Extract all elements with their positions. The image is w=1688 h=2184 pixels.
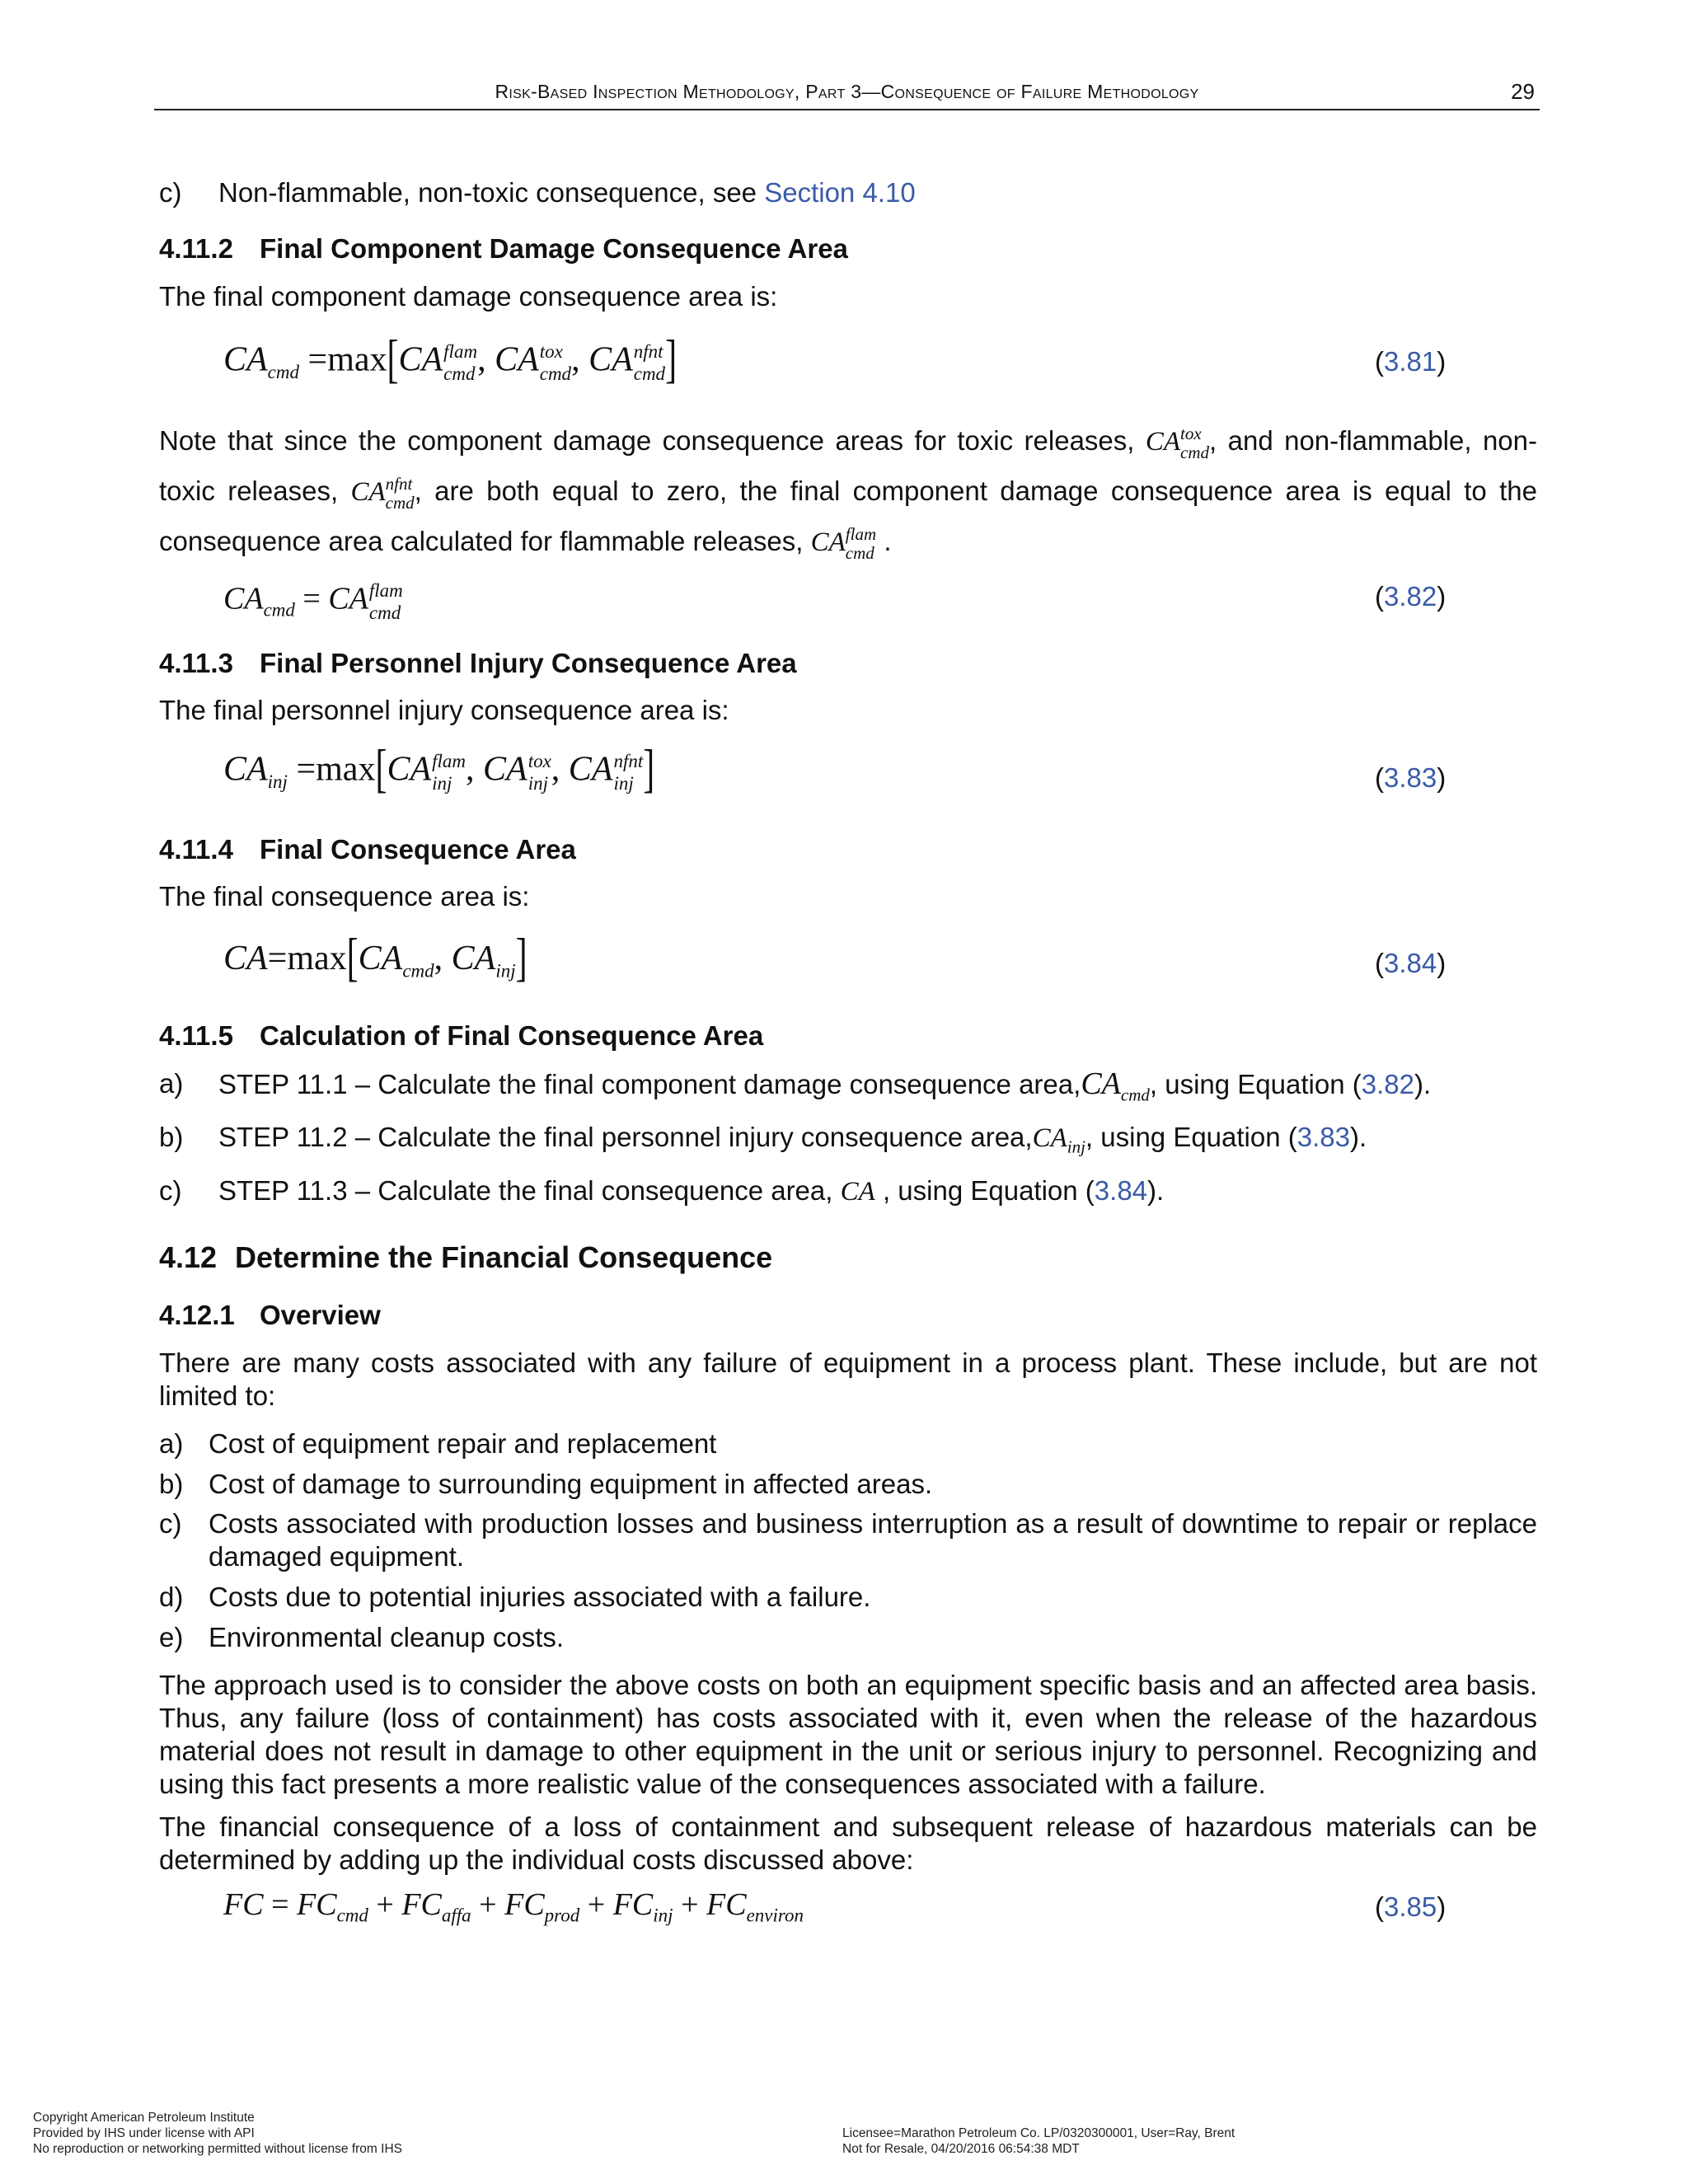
paragraph: The final personnel injury consequence area is: (159, 695, 729, 725)
footer-licensee: Licensee=Marathon Petroleum Co. LP/0320300001, User=Ray, Brent Not for Resale, 04/20/2016 06:54:38 MDT (842, 2126, 1236, 2156)
equation-number: (3.84) (1375, 948, 1447, 978)
section-heading: 4.11.5 Calculation of Final Consequence Area (159, 1020, 764, 1051)
header-title: Risk-Based Inspection Methodology, Part 3—Consequence of Failure Methodology (495, 81, 1199, 102)
inline-math: CA tox cmd (1145, 424, 1210, 463)
paragraph: The approach used is to consider the above costs on both an equipment specific basis and an affected area basis. Thus, any failure (loss of containment) has costs associated with it, even when the release of the hazardous material does not result in damage to other equipment in the unit or serious injury to personnel. Recognizing and using this fact presents a more realistic value of the consequences associated with a failure. (159, 1670, 1537, 1799)
equation-3-85: FC = $FC_{cmd} + FC_{affa} + FC_{prod} + FC_{inj} + FC_{environ}$ (223, 1887, 804, 1926)
equation-3-82: $CA_{cmd}$ = CA flam cmd (223, 580, 403, 623)
section-heading: 4.11.2 Final Component Damage Consequence Area (159, 233, 848, 264)
equation-3-83: $CA_{inj} =\max[CA$ flam inj , CA tox inj , CA nfnt inj ] (223, 739, 655, 799)
inline-math: CA flam cmd (810, 524, 877, 564)
equation-3-84: $CA=\max[CA_{cmd}$, $CA_{inj}$] (223, 929, 528, 988)
equation-3-81: $CA_{cmd} =\max[CA$ flam cmd , CA tox cmd , CA nfnt cmd ] (223, 330, 678, 390)
equation-number: (3.85) (1375, 1891, 1447, 1922)
paragraph: The final component damage consequence area is: (159, 281, 778, 312)
paragraph: The financial consequence of a loss of containment and subsequent release of hazardous materials can be determined by adding up the individual costs discussed above: (159, 1811, 1537, 1875)
paragraph: The final consequence area is: (159, 881, 530, 912)
equation-number: (3.83) (1375, 762, 1447, 793)
document-page: Risk-Based Inspection Methodology, Part 3—Consequence of Failure Methodology 29 c) Non-flammable, non-toxic consequence, see Section 4.10 4.11.2 Final Component Damage Consequence Area The final component damage consequence area is: $CA_{cmd} =\max[CA$ flam cmd , CA tox cmd , CA nfnt cmd ] (3.81) Note that since the component damage consequence areas for toxic releases, CA tox cmd , and non-flammable, non-toxic releases, CA nfnt cmd , are both equal to zero, the final component damage consequence area is equal to the consequence area calculated for flammable releases, CA flam cmd . $CA_{cmd}$ = CA flam cmd (3.82) 4.11.3 Final Personnel Injury Consequence Area The final personnel injury consequence area is: $CA_{inj} =\max[CA$ flam inj , CA tox inj , CA nfnt inj ] (3.83) 4.11.4 Final Consequence Area The final consequence area is: $CA=\max[CA_{cmd}$, $CA_{inj}$] (3.84) 4.11.5 Calculation of Final Consequence Area a) STEP 11.1 – Calculate the final component damage consequence $area,CA_{cmd}$, using Equation (3.82). b) STEP 11.2 – Calculate the final personnel injury consequence $area,CA_{inj}$, using Equation (3.83). c) STEP 11.3 – Calculate the final consequence area, CA , using Equation (3.84). 4.12 Determine the Financial Consequence 4.12.1 Overview There are many costs associated with any failure of equipment in a process plant. These include, but are not limited to: a) Cost of equipment repair and replacement b) Cost of damage to surrounding equipment in affected areas. c) Costs associated with production losses and business interruption as a result of downtime to repair or replace damaged equipment. d) Costs due to potential injuries associated with a failure. e) Environmental cleanup costs. The approach used is to consider the above costs on both an equipment specific basis and an affected area basis. Thus, any failure (loss of containment) has costs associated with it, even when the release of the hazardous material does not result in damage to other equipment in the unit or serious injury to personnel. Recognizing and using this fact presents a more realistic value of the consequences associated with a failure. The financial consequence of a loss of containment and subsequent release of hazardous materials can be determined by adding up the individual costs discussed above: FC = $FC_{cmd} + FC_{affa} + FC_{prod} + FC_{inj} + FC_{environ}$ (3.85) Copyright American Petroleum Institute Provided by IHS under license with API No reproduction or networking permitted without license from IHS Licensee=Marathon Petroleum Co. LP/0320300001, User=Ray, Brent Not for Resale, 04/20/2016 06:54:38 MDT (0, 0, 1688, 2184)
section-heading: 4.11.4 Final Consequence Area (159, 834, 576, 865)
section-heading: 4.12 Determine the Financial Consequence (159, 1240, 773, 1274)
equation-number: (3.82) (1375, 581, 1447, 612)
paragraph: There are many costs associated with any failure of equipment in a process plant. These include, but are not limited to: (159, 1347, 1537, 1411)
inline-math: CA nfnt cmd (350, 474, 415, 513)
footer-copyright: Copyright American Petroleum Institute Provided by IHS under license with API No reproduction or networking permitted without license from IHS (33, 2111, 402, 2156)
page-number: 29 (1511, 79, 1535, 104)
section-heading: 4.11.3 Final Personnel Injury Consequence Area (159, 648, 797, 678)
running-header (154, 79, 1540, 110)
paragraph-note: Note that since the component damage consequence areas for toxic releases, CA tox cmd , and non-flammable, non-toxic releases, CA nfnt cmd , are both equal to zero, the final component damage consequence area is equal to the consequence area calculated for flammable releases, CA flam cmd . (159, 424, 1537, 564)
section-heading: 4.12.1 Overview (159, 1300, 381, 1330)
equation-number: (3.81) (1375, 346, 1447, 377)
section-link[interactable]: Section 4.10 (764, 177, 916, 208)
